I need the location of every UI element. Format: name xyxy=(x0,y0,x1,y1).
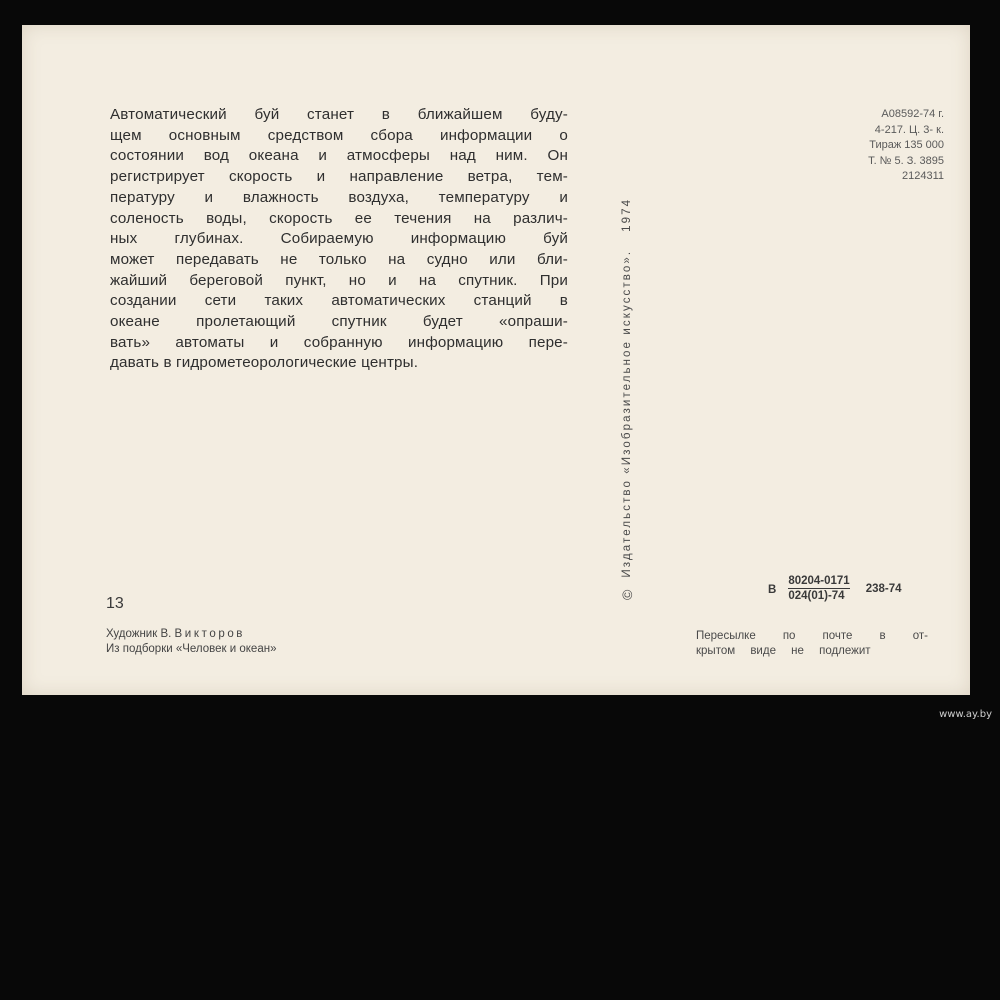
watermark: www.ay.by xyxy=(939,709,992,720)
description-line: океане пролетающий спутник будет «опраши- xyxy=(110,313,568,331)
description-line: давать в гидрометеорологические центры. xyxy=(110,354,419,372)
description-line: щем основным средством сбора информации о xyxy=(110,126,568,144)
catalog-numerator: 80204-0171 xyxy=(788,575,850,587)
description-line: Автоматический буй станет в ближайшем буду- xyxy=(110,106,568,123)
description-line: может передавать не только на судно или бли- xyxy=(110,250,568,268)
description-line: соленость воды, скорость ее течения на различ- xyxy=(110,209,568,227)
publisher-year: 1974 xyxy=(621,197,633,232)
postal-notice xyxy=(696,629,928,659)
publisher-vertical xyxy=(619,197,639,1000)
description-line: состоянии вод океана и атмосферы над ним. Он xyxy=(110,147,568,165)
pub-info-line: Т. № 5. З. 3895 xyxy=(868,154,944,167)
description-line: вать» автоматы и собранную информацию пере- xyxy=(110,333,568,351)
description-line: пературу и влажность воздуха, температуру и xyxy=(110,188,568,206)
page-number: 13 xyxy=(106,595,124,612)
artist-credit xyxy=(106,627,276,657)
publication-info xyxy=(792,107,944,185)
catalog-code xyxy=(768,575,902,602)
description-line: регистрирует скорость и направление ветра, тем- xyxy=(110,168,568,186)
pub-info-line: 2124311 xyxy=(901,170,944,182)
pub-info-line: 4-217. Ц. 3- к. xyxy=(874,123,944,136)
postcard-back xyxy=(22,25,970,695)
description-line: жайший береговой пункт, но и на спутник. При xyxy=(110,271,568,289)
collection-name: Из подборки «Человек и океан» xyxy=(106,643,277,655)
artist-prefix: Художник В. xyxy=(106,628,172,640)
publisher-name: Издательство «Изобразительное искусство». xyxy=(621,249,633,578)
postal-line: крытом виде не подлежит xyxy=(696,645,871,657)
description-text xyxy=(110,105,568,374)
pub-info-line: Тираж 135 000 xyxy=(869,139,944,151)
description-line: создании сети таких автоматических станций в xyxy=(110,292,568,310)
postal-line: Пересылке по почте в от- xyxy=(696,630,928,642)
artist-name: Викторов xyxy=(174,628,246,640)
catalog-tail: 238-74 xyxy=(865,582,902,595)
catalog-denominator: 024(01)-74 xyxy=(788,590,845,602)
copyright-symbol: © xyxy=(619,587,635,600)
pub-info-line: А08592-74 г. xyxy=(881,108,944,120)
description-line: ных глубинах. Собираемую информацию буй xyxy=(110,230,568,248)
catalog-prefix: В xyxy=(768,583,777,596)
